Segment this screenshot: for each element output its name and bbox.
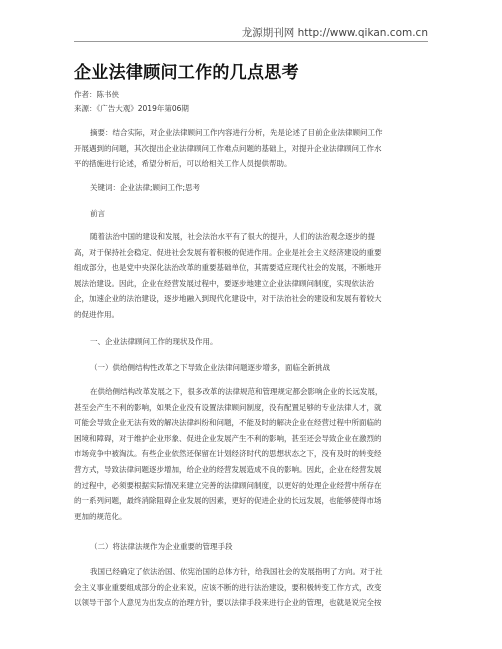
subsection-paragraph [74,384,430,524]
body-line: 甚至会产生不利的影响，如果企业没有设置法律顾问制度，没有配置足够的专业法律人才，就 [74,402,382,412]
body-line: 更加的规范化。 [74,511,127,521]
preface-line: 随着法治中国的建设和发展，社会法治水平有了很大的提升，人们的法治观念逐步的提 [90,232,375,241]
preface-line: 展法治建设。因此，企业在经营发展过程中，要逐步地建立企业法律顾问制度，实现依法治 [74,278,374,288]
subsection-heading: （一）供给侧结构性改革之下导致企业法律问题逐步增多，面临全新挑战 [90,363,330,372]
abstract-line: 开展遇到的问题，其次提出企业法律顾问工作难点问题的基础上，对提升企业法律顾问工作水 [74,143,382,153]
body-line: 会主义事业重要组成部分的企业来说，应该不断的进行法治建设，要积极转变工作方式，改变 [74,582,382,592]
body-line: 市场竞争中被淘汰。有些企业依然还保留在计划经济时代的思想状态之下，没有及时的转变经 [74,449,382,459]
header-divider [74,41,428,42]
keywords: 关键词：企业法律;顾问工作;思考 [90,183,201,192]
body-line: 营方式，导致法律问题逐步增加，给企业的经营发展造成不良的影响。因此，企业在经营发展 [74,464,382,474]
site-header: 龙源期刊网 http://www.qikan.com.cn [241,27,428,39]
subsection-paragraph [74,564,430,611]
preface-paragraph [74,229,430,323]
body-line: 在供给侧结构改革发展之下，很多改革的法律规范和管理规定都会影响企业的长远发展， [90,387,383,396]
body-line: 我国已经确定了依法治国、依宪治国的总体方针，给我国社会的发展指明了方向。对于社 [90,567,383,576]
body-line: 以领导干部个人意见为出发点的治理方针，要以法律手段来进行企业的管理，也就是说完全按 [74,598,382,608]
body-line: 可能会导致企业无法有效的解决法律纠纷和问题，不能及时的解决企业在经营过程中所面临的 [74,418,382,428]
body-line: 困境和障碍，对于维护企业形象、促进企业发展产生不利的影响，甚至还会导致企业在激烈的 [74,433,382,443]
preface-line: 企，加速企业的法治建设，逐步地融入到现代化建设中，对于法治社会的建设和发展有着较大 [74,294,382,304]
abstract-line: 摘要：结合实际，对企业法律顾问工作内容进行分析，先是论述了目前企业法律顾问工作 [90,128,383,137]
article-author: 作者：陈书侠 [74,90,119,99]
abstract-line: 平的措施进行论述，希望分析后，可以给相关工作人员提供帮助。 [74,159,292,169]
article-title: 企业法律顾问工作的几点思考 [74,63,299,83]
preface-line: 组成部分，也是党中央深化法治改革的重要基础单位，其需要适应现代社会的发展，不断地开 [74,263,382,273]
section-heading: 一、企业法律顾问工作的现状及作用。 [90,337,218,346]
article-source: 来源：《广告大观》2019年第06期 [74,104,189,113]
body-line: 的过程中，必须要根据实际情况来建立完善的法律顾问制度，以更好的处理企业经营中所存在 [74,480,382,490]
abstract-paragraph [74,125,430,172]
subsection-heading: （二）将法律法规作为企业重要的管理手段 [90,542,233,551]
preface-line: 的促进作用。 [74,309,119,319]
preface-line: 高，对于保持社会稳定、促进社会发展有着积极的促进作用。企业是社会主义经济建设的重要 [74,247,382,257]
preface-heading: 前言 [90,209,105,218]
body-line: 的一系列问题，最终消除阻碍企业发展的因素，更好的促进企业的长远发展，也能够使得市场 [74,496,382,506]
